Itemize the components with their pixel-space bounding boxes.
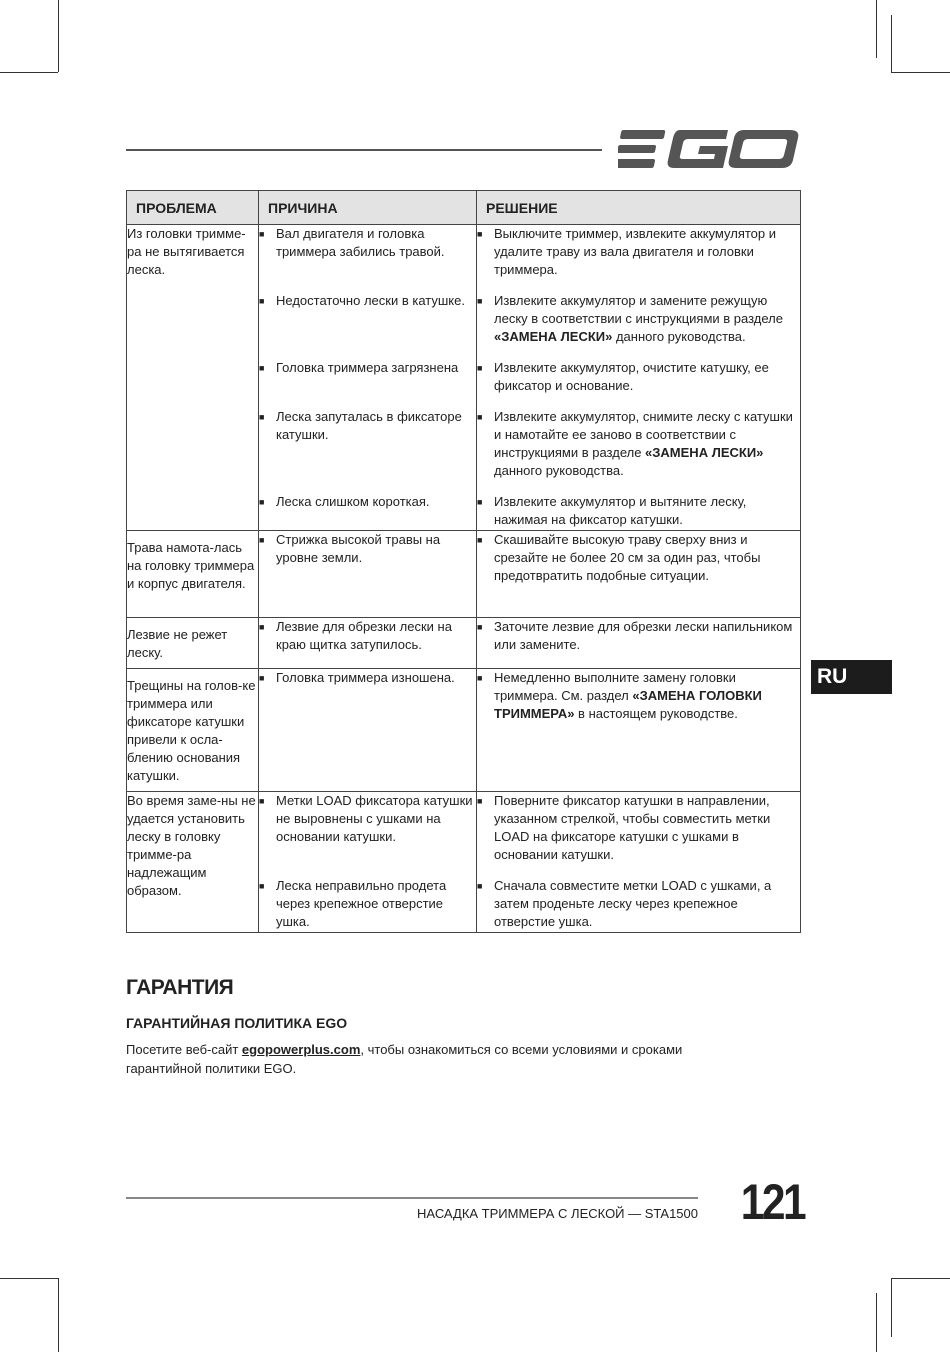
bullet-icon: ■ (477, 673, 483, 683)
solution-text: Скашивайте высокую траву сверху вниз и срезайте не более 20 см за один раз, чтобы предотвратить подобные ситуации. (494, 532, 761, 583)
cause-cell (259, 792, 477, 933)
bullet-icon: ■ (259, 796, 265, 806)
warranty-title: ГАРАНТИЯ (126, 976, 234, 999)
warranty-subtitle: ГАРАНТИЙНАЯ ПОЛИТИКА EGO (126, 1015, 348, 1031)
bullet-icon: ■ (477, 796, 483, 806)
header-cause: ПРИЧИНА (259, 191, 477, 225)
solution-text: Поверните фиксатор катушки в направлении, указанном стрелкой, чтобы совместить метки LOAD на фиксаторе катушки с ушками в основании катушки. (494, 793, 771, 862)
crop-mark (0, 1278, 58, 1279)
bullet-icon: ■ (259, 622, 265, 632)
table-row (127, 792, 801, 933)
cause-cell (259, 531, 477, 618)
page-number: 121 (740, 1174, 805, 1230)
crop-mark (0, 72, 58, 73)
bullet-icon: ■ (477, 412, 483, 422)
table-row (127, 669, 801, 792)
crop-mark (891, 1278, 892, 1337)
cause-text: Леска слишком короткая. (276, 494, 430, 509)
problem-cell: Лезвие не режет леску. (127, 618, 259, 669)
cause-text: Леска неправильно продета через крепежное отверстие ушка. (276, 878, 447, 929)
bullet-icon: ■ (259, 296, 265, 306)
bullet-icon: ■ (259, 412, 265, 422)
solution-cell (477, 792, 801, 933)
cause-cell (259, 225, 477, 531)
solution-text: Выключите триммер, извлеките аккумулятор и удалите траву из вала двигателя и головки триммера. (494, 226, 777, 277)
bullet-icon: ■ (477, 497, 483, 507)
crop-mark (876, 1293, 877, 1352)
solution-text: Сначала совместите метки LOAD с ушками, а затем проденьте леску через крепежное отверстие ушка. (494, 878, 772, 929)
header-solution: РЕШЕНИЕ (477, 191, 801, 225)
table-row (127, 225, 801, 531)
bullet-icon: ■ (477, 881, 483, 891)
bullet-icon: ■ (259, 881, 265, 891)
bullet-icon: ■ (259, 535, 265, 545)
warranty-link[interactable]: egopowerplus.com (241, 1042, 361, 1057)
solution-cell (477, 618, 801, 669)
solution-text: Заточите лезвие для обрезки лески напильником или замените. (494, 619, 793, 652)
crop-mark (876, 0, 877, 58)
troubleshooting-table (126, 190, 801, 933)
cause-text: Метки LOAD фиксатора катушки не выровнены с ушками на основании катушки. (276, 793, 473, 844)
cause-cell (259, 669, 477, 792)
solution-text: Извлеките аккумулятор, снимите леску с катушки и намотайте ее заново в соответствии с инструкциями в разделе «ЗАМЕНА ЛЕСКИ» данного руководства. (494, 409, 793, 478)
header-rule (126, 149, 602, 151)
footer-title: НАСАДКА ТРИММЕРА С ЛЕСКОЙ — STA1500 (417, 1206, 698, 1221)
bullet-icon: ■ (477, 363, 483, 373)
bullet-icon: ■ (477, 535, 483, 545)
crop-mark (891, 1278, 950, 1279)
problem-cell: Трещины на голов-ке триммера или фиксаторе катушки привели к осла-блению основания катушки. (127, 669, 259, 792)
cause-text: Леска запуталась в фиксаторе катушки. (276, 409, 462, 442)
crop-mark (58, 1278, 59, 1352)
cause-text: Вал двигателя и головка триммера забились травой. (276, 226, 445, 259)
header-problem: ПРОБЛЕМА (127, 191, 259, 225)
solution-text: Извлеките аккумулятор и замените режущую леску в соответствии с инструкциями в разделе «ЗАМЕНА ЛЕСКИ» данного руководства. (494, 293, 783, 344)
cause-text: Недостаточно лески в катушке. (276, 293, 465, 308)
crop-mark (891, 72, 950, 73)
bullet-icon: ■ (259, 229, 265, 239)
solution-cell (477, 225, 801, 531)
solution-text: Извлеките аккумулятор, очистите катушку, ее фиксатор и основание. (494, 360, 769, 393)
bullet-icon: ■ (259, 363, 265, 373)
cause-text: Головка триммера загрязнена (276, 360, 459, 375)
cause-cell (259, 618, 477, 669)
bullet-icon: ■ (259, 673, 265, 683)
solution-text: Извлеките аккумулятор и вытяните леску, нажимая на фиксатор катушки. (494, 494, 747, 527)
table-row (127, 618, 801, 669)
table-header-row (127, 191, 801, 225)
crop-mark (58, 0, 59, 72)
bullet-icon: ■ (259, 497, 265, 507)
bullet-icon: ■ (477, 622, 483, 632)
crop-mark (891, 15, 892, 73)
solution-cell (477, 669, 801, 792)
problem-cell: Во время заме-ны не удается установить леску в головку тримме-ра надлежащим образом. (127, 792, 259, 933)
language-tab: RU (811, 660, 892, 694)
problem-cell: Из головки тримме-ра не вытягивается леска. (127, 225, 259, 531)
cause-text: Головка триммера изношена. (276, 670, 455, 685)
bullet-icon: ■ (477, 296, 483, 306)
solution-text: Немедленно выполните замену головки триммера. См. раздел «ЗАМЕНА ГОЛОВКИ ТРИММЕРА» в настоящем руководстве. (494, 670, 762, 721)
solution-cell (477, 531, 801, 618)
cause-text: Лезвие для обрезки лески на краю щитка затупилось. (276, 619, 452, 652)
ego-logo (618, 128, 800, 170)
warranty-body: Посетите веб-сайт egopowerplus.com, чтобы ознакомиться со всеми условиями и сроками гарантийной политики EGO. (126, 1042, 683, 1076)
bullet-icon: ■ (477, 229, 483, 239)
table-row (127, 531, 801, 618)
cause-text: Стрижка высокой травы на уровне земли. (276, 532, 441, 565)
problem-cell: Трава намота-лась на головку триммера и корпус двигателя. (127, 531, 259, 618)
footer-rule (126, 1197, 698, 1199)
